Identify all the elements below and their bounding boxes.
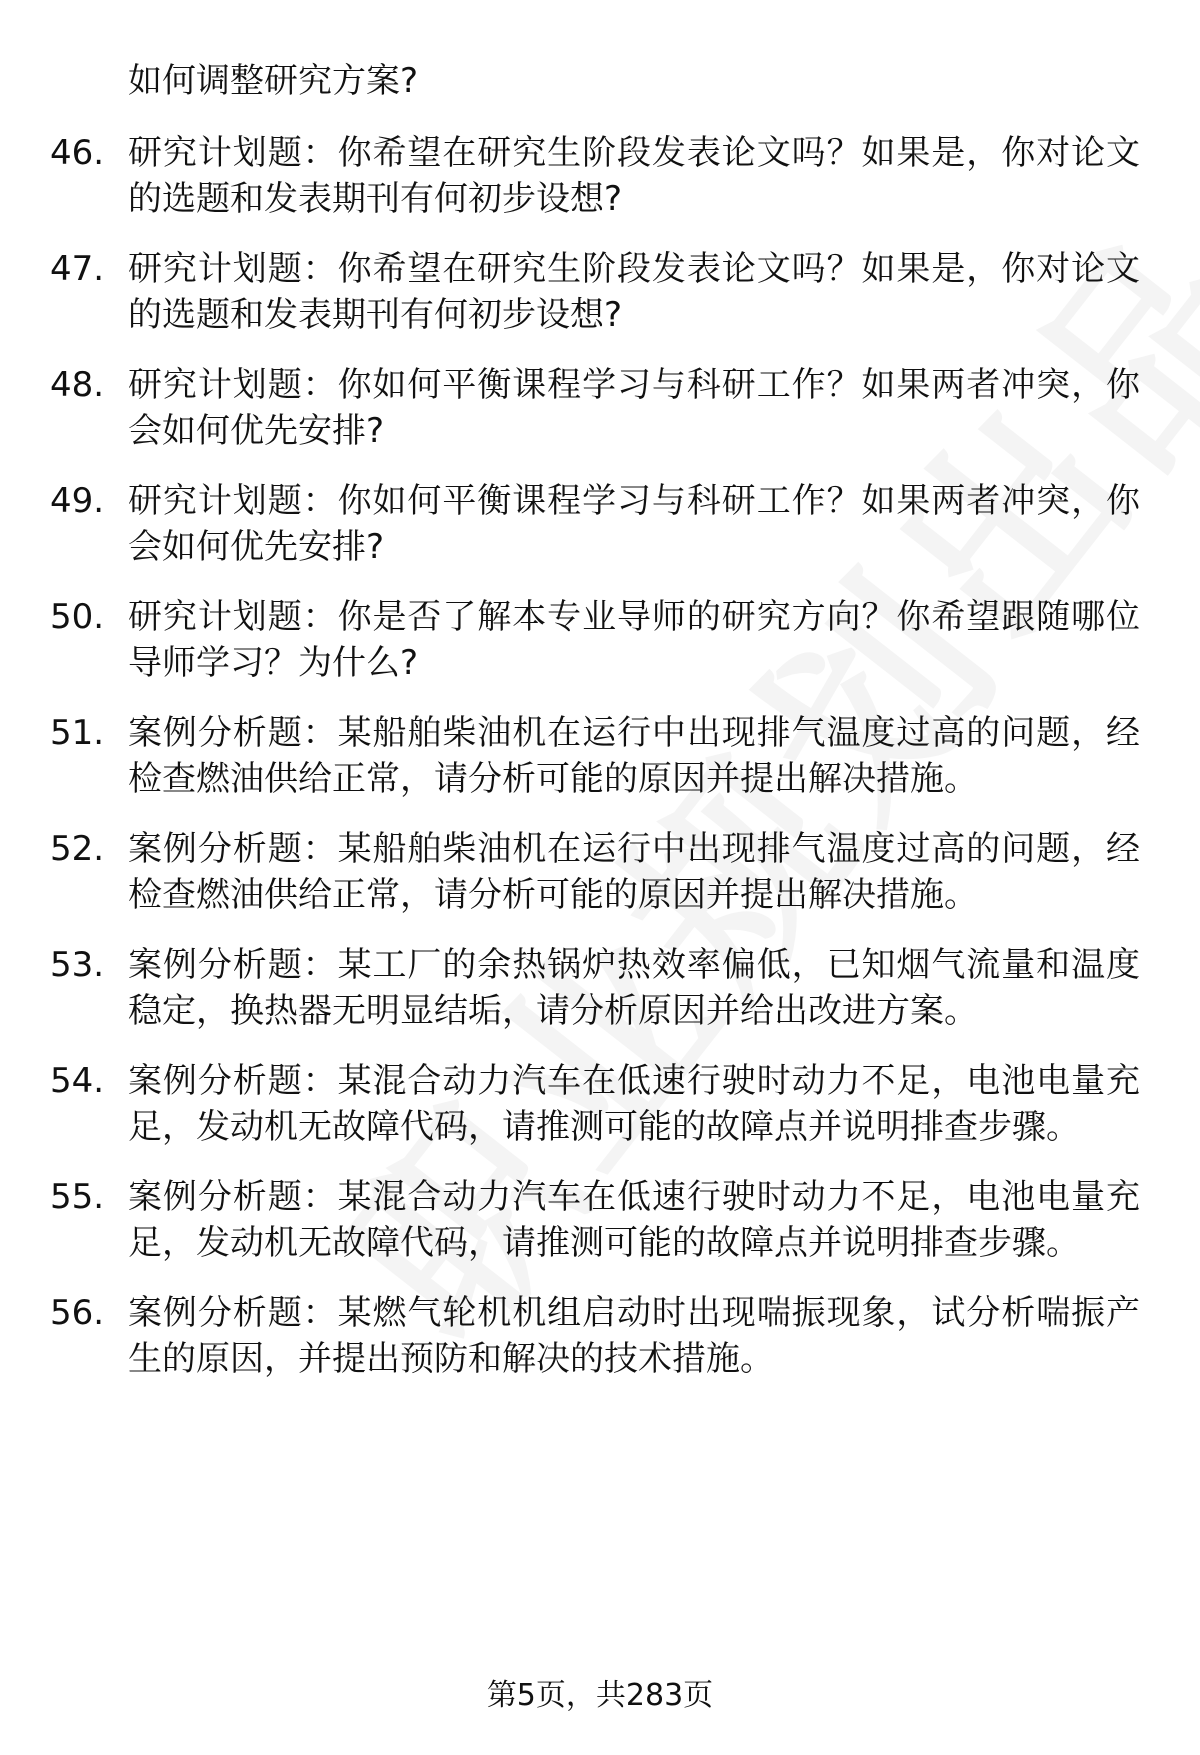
- question-text: 案例分析题：某船舶柴油机在运行中出现排气温度过高的问题，经检查燃油供给正常，请分析可能的原因并提出解决措施。: [128, 829, 1140, 915]
- question-item: [50, 594, 1140, 686]
- question-text: 案例分析题：某混合动力汽车在低速行驶时动力不足，电池电量充足，发动机无故障代码，请推测可能的故障点并说明排查步骤。: [128, 1061, 1140, 1147]
- question-item: [50, 246, 1140, 338]
- question-number: 50.: [50, 597, 105, 637]
- question-number: 46.: [50, 133, 105, 173]
- question-number: 52.: [50, 829, 105, 869]
- question-item: [50, 942, 1140, 1034]
- question-text: 案例分析题：某燃气轮机机组启动时出现喘振现象，试分析喘振产生的原因，并提出预防和解决的技术措施。: [128, 1293, 1140, 1379]
- question-number: 53.: [50, 945, 105, 985]
- page-footer: 第5页，共283页: [486, 1678, 714, 1713]
- question-number: 47.: [50, 249, 105, 289]
- question-text: 研究计划题：你希望在研究生阶段发表论文吗？如果是，你对论文的选题和发表期刊有何初步设想?: [128, 133, 1140, 219]
- question-text: 研究计划题：你希望在研究生阶段发表论文吗？如果是，你对论文的选题和发表期刊有何初步设想?: [128, 249, 1140, 335]
- question-number: 49.: [50, 481, 105, 521]
- question-text: 研究计划题：你如何平衡课程学习与科研工作？如果两者冲突，你会如何优先安排?: [128, 365, 1140, 451]
- question-number: 48.: [50, 365, 105, 405]
- question-number: 54.: [50, 1061, 105, 1101]
- question-text: 研究计划题：你是否了解本专业导师的研究方向？你希望跟随哪位导师学习？为什么?: [128, 597, 1140, 683]
- question-number: 56.: [50, 1293, 105, 1333]
- question-item: [50, 362, 1140, 454]
- question-text: 案例分析题：某船舶柴油机在运行中出现排气温度过高的问题，经检查燃油供给正常，请分析可能的原因并提出解决措施。: [128, 713, 1140, 799]
- question-text: 案例分析题：某工厂的余热锅炉热效率偏低，已知烟气流量和温度稳定，换热器无明显结垢，请分析原因并给出改进方案。: [128, 945, 1140, 1031]
- question-text: 案例分析题：某混合动力汽车在低速行驶时动力不足，电池电量充足，发动机无故障代码，请推测可能的故障点并说明排查步骤。: [128, 1177, 1140, 1263]
- question-item: [50, 1174, 1140, 1266]
- question-item: [50, 1058, 1140, 1150]
- question-item: [50, 478, 1140, 570]
- question-text: 研究计划题：你如何平衡课程学习与科研工作？如果两者冲突，你会如何优先安排?: [128, 481, 1140, 567]
- question-item: [50, 826, 1140, 918]
- question-item: [50, 710, 1140, 802]
- question-item: [50, 1290, 1140, 1382]
- question-list: [50, 58, 1140, 1382]
- question-item: [50, 130, 1140, 222]
- question-number: 51.: [50, 713, 105, 753]
- continued-question-text: 如何调整研究方案?: [128, 61, 419, 101]
- question-number: 55.: [50, 1177, 105, 1217]
